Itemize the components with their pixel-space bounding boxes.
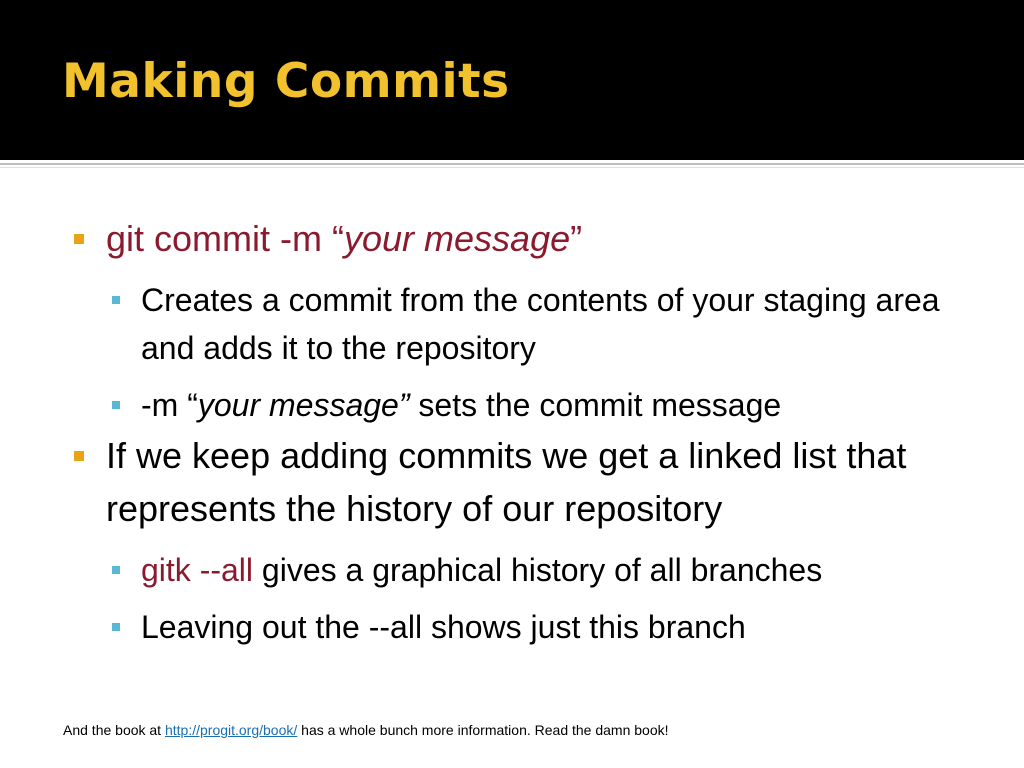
title-divider (0, 163, 1024, 165)
subbullet-m-flag (141, 381, 1001, 429)
footnote (63, 720, 669, 740)
footnote-suffix: has a whole bunch more information. Read the damn book! (297, 722, 669, 738)
command-text: gitk --all (141, 552, 254, 588)
square-bullet-icon (112, 401, 120, 409)
square-bullet-icon (74, 234, 84, 244)
subbullet-text: Creates a commit from the contents of your staging area and adds it to the repository (141, 282, 940, 366)
title-divider-thin (0, 167, 1024, 168)
title-bar (0, 0, 1024, 160)
square-bullet-icon (112, 296, 120, 304)
subbullet-creates-commit (141, 276, 1001, 372)
slide-title: Making Commits (62, 54, 510, 109)
command-text: git commit -m (106, 218, 333, 259)
argument-text: your message” (197, 387, 410, 423)
subbullet-suffix: sets the commit message (409, 387, 782, 423)
subbullet-suffix: gives a graphical history of all branches (253, 552, 823, 588)
subbullet-prefix: -m “ (141, 387, 198, 423)
bullet-git-commit (106, 212, 1006, 265)
square-bullet-icon (112, 566, 120, 574)
quote-open: “ (332, 218, 345, 259)
footnote-prefix: And the book at (63, 722, 165, 738)
subbullet-text: Leaving out the --all shows just this branch (141, 609, 746, 645)
square-bullet-icon (74, 451, 84, 461)
subbullet-leaving-out-all (141, 603, 1001, 651)
subbullet-gitk (141, 546, 1001, 594)
bullet-linked-list (106, 429, 1006, 535)
quote-close: ” (570, 218, 583, 259)
argument-text: your message (344, 218, 571, 259)
square-bullet-icon (112, 623, 120, 631)
bullet-text: If we keep adding commits we get a linked list that represents the history of our repository (106, 435, 907, 529)
progit-book-link[interactable]: http://progit.org/book/ (164, 722, 298, 738)
